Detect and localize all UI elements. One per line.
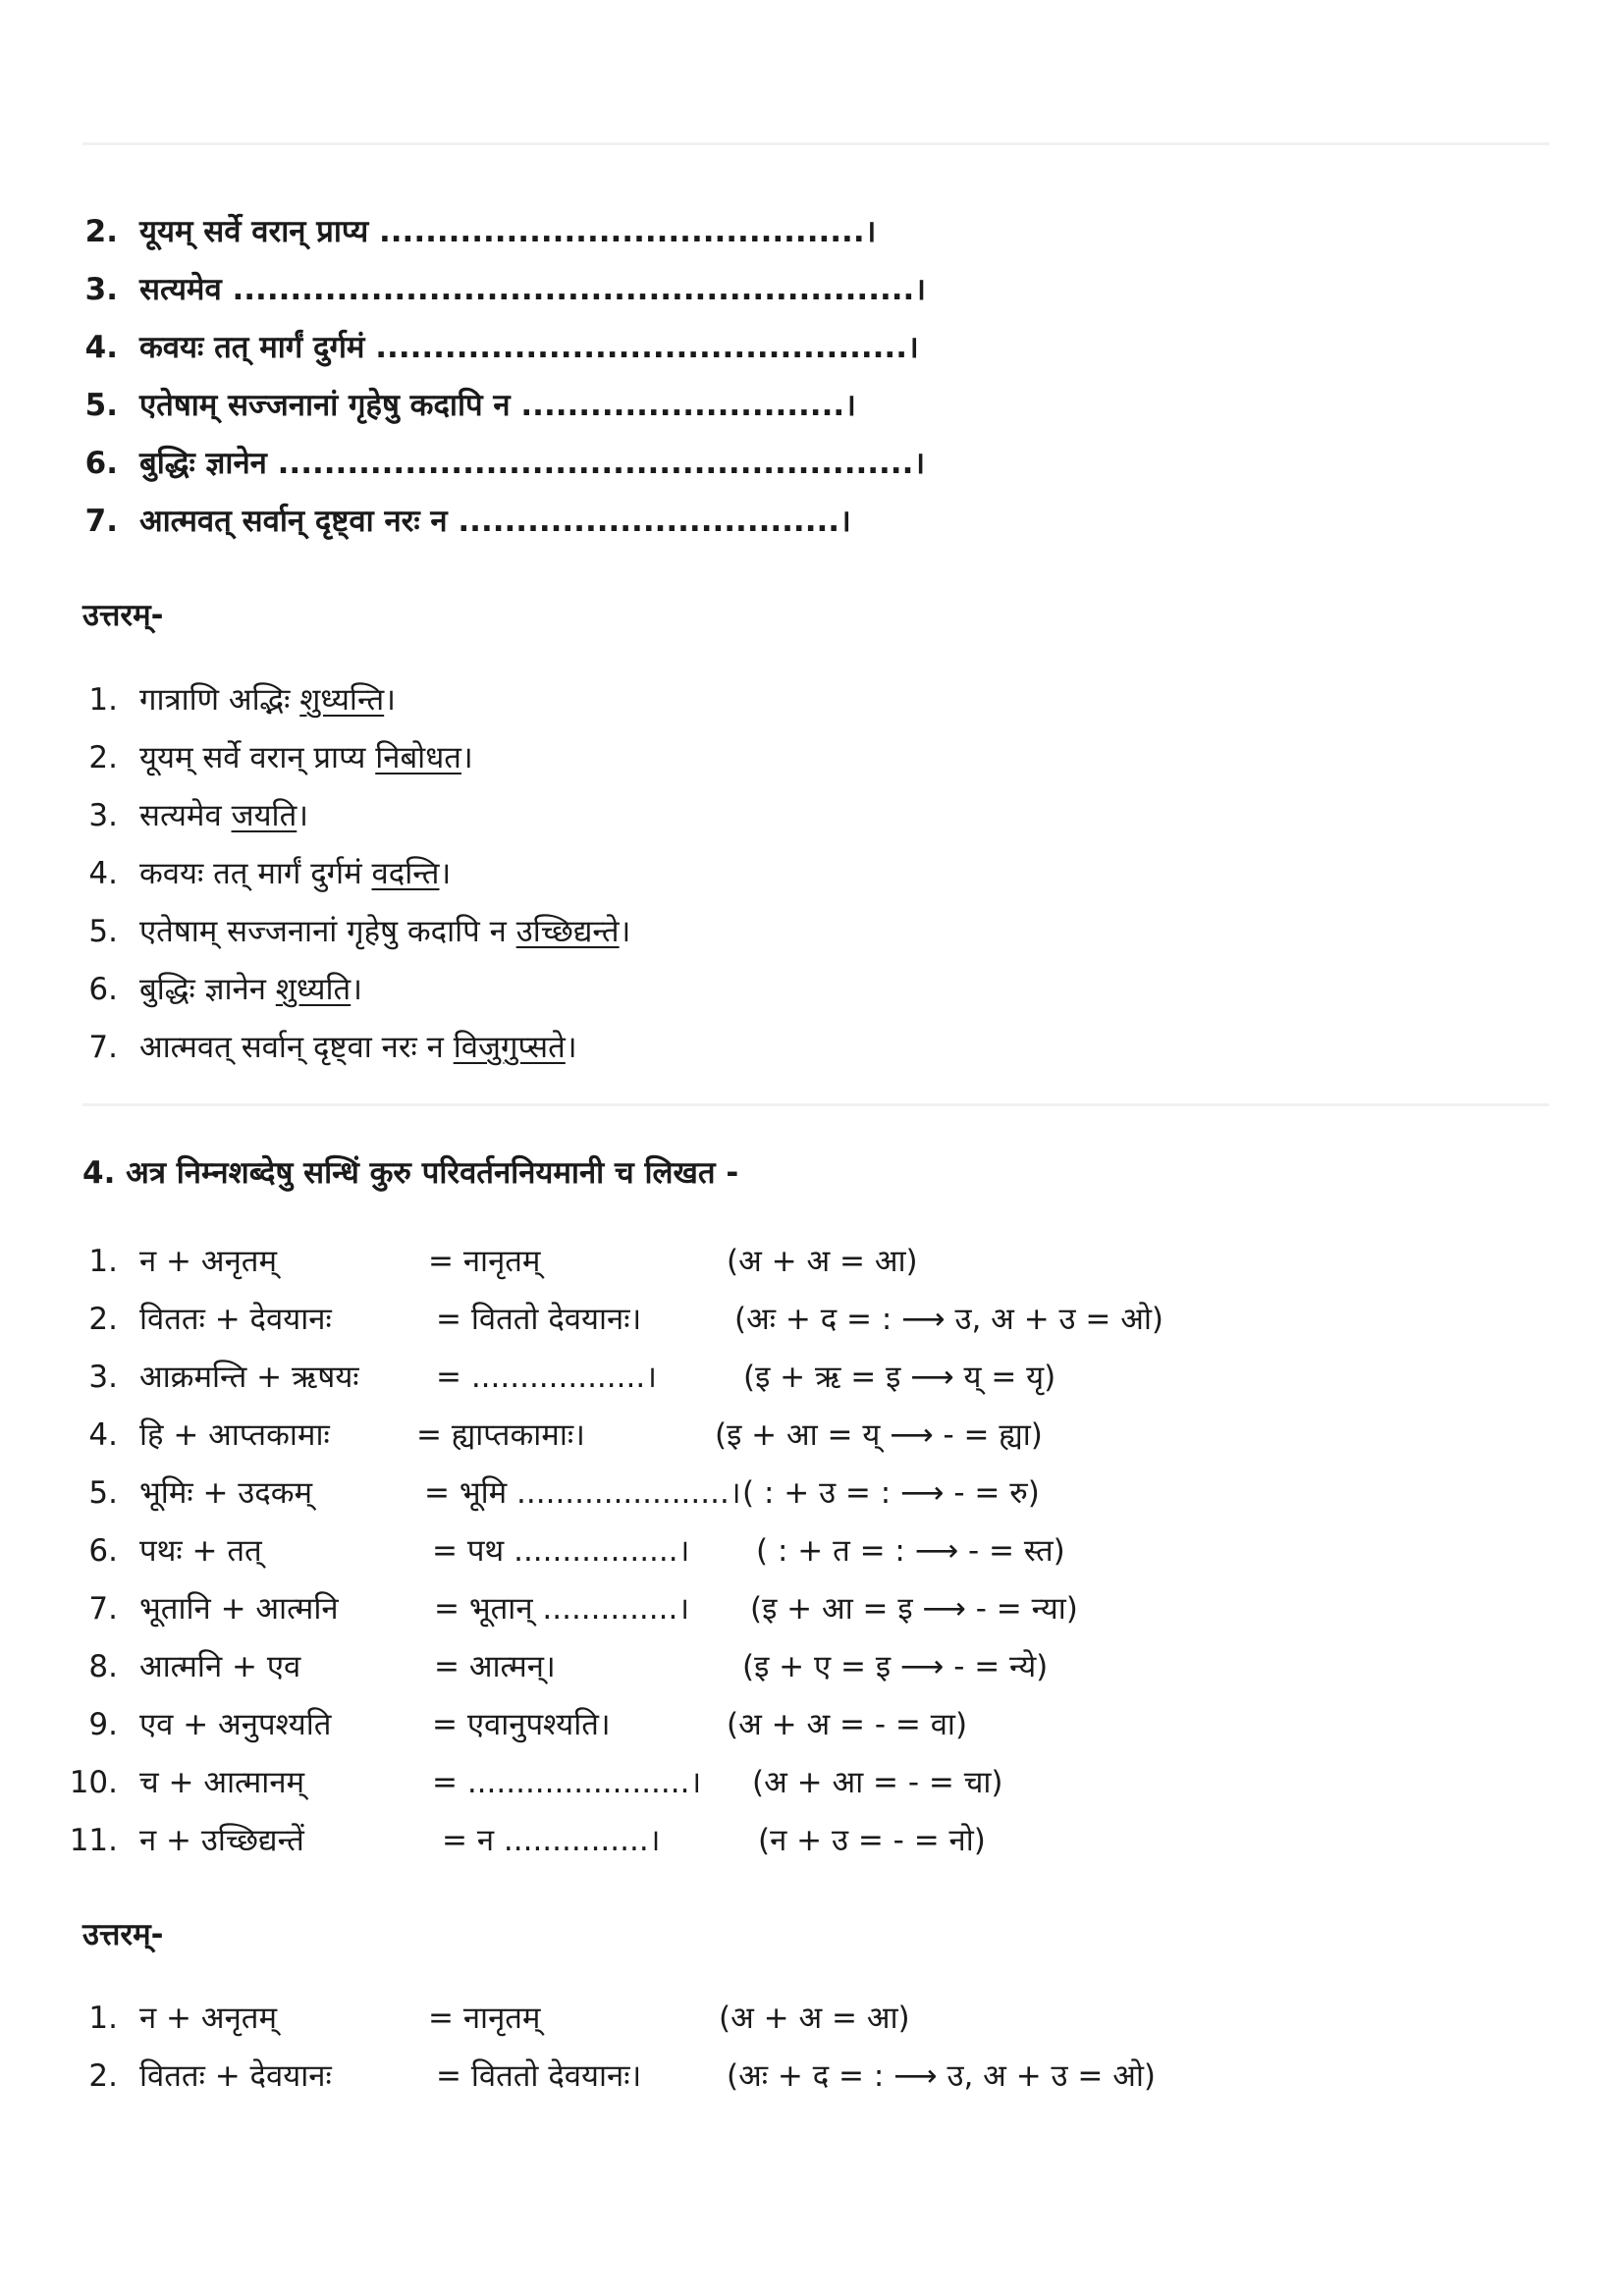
question-number: 4. (84, 330, 118, 365)
sandhi-number: 7. (88, 1591, 118, 1627)
question-text: यूयम् सर्वे वरान् प्राप्य ..........................................। (139, 214, 877, 249)
sandhi-number: 11. (69, 1823, 118, 1858)
sandhi-row (0, 1407, 1623, 1464)
sandhi-words: न + अनृतम् (139, 2001, 277, 2036)
question-number: 2. (84, 214, 118, 249)
sandhi-number: 9. (88, 1707, 118, 1742)
sandhi-result: = पथ .................। (432, 1533, 690, 1569)
answer-row (0, 787, 1623, 844)
sandhi-row (0, 1349, 1623, 1406)
sandhi-rule: (इ + आ = य् ⟶ - = ह्या) (715, 1417, 1043, 1453)
answer-word: जयति (231, 798, 298, 833)
answer-text (139, 671, 396, 728)
sandhi-row (0, 1580, 1623, 1637)
sandhi-words: हि + आप्तकामाः (139, 1417, 330, 1453)
sandhi-words: भूमिः + उदकम् (139, 1475, 313, 1511)
answer-text (139, 787, 308, 844)
sandhi-words: विततः + देवयानः (139, 2058, 332, 2094)
sandhi-row (0, 1233, 1623, 1290)
sandhi-rule: (अः + द = : ⟶ उ, अ + उ = ओ) (727, 2058, 1157, 2094)
answer-prefix: बुद्धिः ज्ञानेन (139, 972, 276, 1007)
answer-danda: । (384, 682, 396, 718)
sandhi-answer-row (0, 1990, 1623, 2047)
question-number: 3. (84, 272, 118, 307)
question-row (0, 261, 1623, 318)
sandhi-row (0, 1696, 1623, 1753)
sandhi-row (0, 1465, 1623, 1522)
sandhi-number: 6. (88, 1533, 118, 1569)
sandhi-number: 5. (88, 1475, 118, 1511)
answer-number: 4. (88, 856, 118, 891)
question-row (0, 319, 1623, 376)
answer-number: 7. (88, 1030, 118, 1065)
answer-number: 2. (88, 740, 118, 775)
sandhi-rule: (अ + अ = आ) (719, 2001, 910, 2036)
question-row (0, 203, 1623, 260)
question-number: 5. (84, 388, 118, 423)
sandhi-number: 2. (88, 1302, 118, 1337)
question-text: एतेषाम् सज्जनानां गृहेषु कदापि न ............................। (139, 388, 856, 423)
answer-prefix: आत्मवत् सर्वान् दृष्ट्वा नरः न (139, 1030, 454, 1065)
sandhi-number: 10. (69, 1765, 118, 1800)
sandhi-row (0, 1812, 1623, 1869)
sandhi-row (0, 1754, 1623, 1811)
answer-word: शुध्यति (275, 972, 352, 1007)
sandhi-number: 1. (88, 1244, 118, 1279)
sandhi-rule: (इ + आ = इ ⟶ - = न्या) (750, 1591, 1078, 1627)
sandhi-result: = न ...............। (442, 1823, 661, 1858)
answer-text (139, 1019, 577, 1076)
sandhi-words: विततः + देवयानः (139, 1302, 332, 1337)
sandhi-words: आत्मनि + एव (139, 1649, 301, 1684)
answer-row (0, 671, 1623, 728)
answer-danda: । (460, 740, 473, 775)
sandhi-words: एव + अनुपश्यति (139, 1707, 332, 1742)
answer-danda: । (297, 798, 308, 833)
answer-text (139, 903, 630, 960)
section-divider (82, 1103, 1549, 1106)
answer-word: विजुगुप्सते (453, 1030, 566, 1065)
sandhi-rule: (न + उ = - = नो) (758, 1823, 986, 1858)
sandhi-words: आक्रमन्ति + ऋषयः (139, 1360, 359, 1395)
sandhi-rule: (अ + अ = आ) (727, 1244, 918, 1279)
sandhi-words: भूतानि + आत्मनि (139, 1591, 339, 1627)
answer-prefix: सत्यमेव (139, 798, 232, 833)
section-4-heading: 4. अत्र निम्नशब्देषु सन्धिं कुरु परिवर्तननियमानी च लिखत - (82, 1155, 739, 1191)
sandhi-rule: (अः + द = : ⟶ उ, अ + उ = ओ) (734, 1302, 1164, 1337)
sandhi-rule: (अ + आ = - = चा) (752, 1765, 1003, 1800)
answer-prefix: एतेषाम् सज्जनानां गृहेषु कदापि न (139, 914, 516, 949)
answer-row (0, 1019, 1623, 1076)
sandhi-words: च + आत्मानम् (139, 1765, 305, 1800)
sandhi-number: 2. (88, 2058, 118, 2094)
question-text: सत्यमेव ...........................................................। (139, 272, 927, 307)
sandhi-result: = विततो देवयानः। (436, 2058, 642, 2094)
answer-danda: । (565, 1030, 577, 1065)
answer-prefix: गात्राणि अद्भिः (139, 682, 300, 718)
sandhi-rule: ( : + उ = : ⟶ - = रु) (742, 1475, 1040, 1511)
sandhi-result: = एवानुपश्यति। (432, 1707, 611, 1742)
question-row (0, 377, 1623, 434)
answer-prefix: यूयम् सर्वे वरान् प्राप्य (139, 740, 376, 775)
sandhi-number: 4. (88, 1417, 118, 1453)
sandhi-number: 1. (88, 2001, 118, 2036)
sandhi-row (0, 1638, 1623, 1695)
question-text: कवयः तत् मार्गं दुर्गमं ..............................................। (139, 330, 919, 365)
sandhi-row (0, 1522, 1623, 1579)
sandhi-result: = नानृतम् (428, 2001, 541, 2036)
sandhi-row (0, 1291, 1623, 1348)
question-number: 7. (84, 504, 118, 539)
sandhi-words: पथः + तत् (139, 1533, 262, 1569)
sandhi-number: 3. (88, 1360, 118, 1395)
sandhi-answer-row (0, 2048, 1623, 2105)
answer-row (0, 729, 1623, 786)
answer-danda: । (619, 914, 631, 949)
sandhi-result: = विततो देवयानः। (436, 1302, 642, 1337)
answer-number: 5. (88, 914, 118, 949)
answer-row (0, 961, 1623, 1018)
sandhi-result: = ह्याप्तकामाः। (416, 1417, 585, 1453)
sandhi-result: = भूमि ......................। (424, 1475, 741, 1511)
answer-text (139, 961, 362, 1018)
answer-word: शुध्यन्ति (299, 682, 385, 718)
answer-text (139, 845, 451, 902)
question-text: बुद्धिः ज्ञानेन .......................................................। (139, 446, 926, 481)
answer-prefix: कवयः तत् मार्गं दुर्गमं (139, 856, 372, 891)
question-row (0, 435, 1623, 492)
answer-number: 6. (88, 972, 118, 1007)
sandhi-rule: (इ + ऋ = इ ⟶ य् = यृ) (743, 1360, 1056, 1395)
sandhi-rule: (इ + ए = इ ⟶ - = न्ये) (742, 1649, 1049, 1684)
sandhi-number: 8. (88, 1649, 118, 1684)
sandhi-result: = नानृतम् (428, 1244, 541, 1279)
answer-heading: उत्तरम्- (82, 598, 164, 633)
sandhi-words: न + उच्छिद्यन्तें (139, 1823, 304, 1858)
answer-danda: । (351, 972, 362, 1007)
sandhi-words: न + अनृतम् (139, 1244, 277, 1279)
sandhi-result: = .......................। (432, 1765, 702, 1800)
answer-number: 3. (88, 798, 118, 833)
answer-number: 1. (88, 682, 118, 718)
answer-row (0, 903, 1623, 960)
sandhi-rule: ( : + त = : ⟶ - = स्त) (756, 1533, 1065, 1569)
sandhi-result: = ..................। (436, 1360, 657, 1395)
answer-word: निबोधत (375, 740, 461, 775)
sandhi-result: = भूतान् ..............। (434, 1591, 690, 1627)
question-row (0, 493, 1623, 550)
sandhi-result: = आत्मन्। (434, 1649, 556, 1684)
answer-word: वदन्ति (371, 856, 440, 891)
answer-text (139, 729, 473, 786)
question-text: आत्मवत् सर्वान् दृष्ट्वा नरः न .................................। (139, 504, 851, 539)
top-divider (82, 142, 1549, 145)
question-number: 6. (84, 446, 118, 481)
sandhi-rule: (अ + अ = - = वा) (727, 1707, 968, 1742)
answer-row (0, 845, 1623, 902)
answer-danda: । (439, 856, 452, 891)
answer-heading: उत्तरम्- (82, 1917, 164, 1952)
answer-word: उच्छिद्यन्ते (515, 914, 620, 949)
